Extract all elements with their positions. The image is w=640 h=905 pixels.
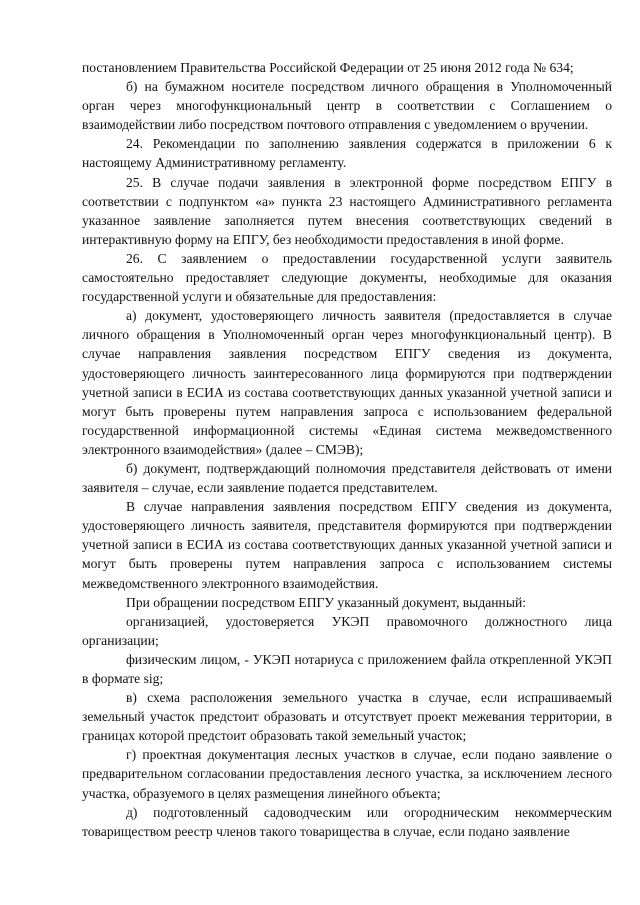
- paragraph: б) документ, подтверждающий полномочия представителя действовать от имени заявителя – случае, если заявление подается представителем.: [82, 460, 612, 496]
- paragraph: а) документ, удостоверяющего личность заявителя (предоставляется в случае личного обращения в Уполномоченный орган через многофункциональный центр). В случае направления заявления посредством ЕПГУ сведения из документа, удостоверяющего личность заинтересованного лица формируются при подтверждении учетной записи в ЕСИА из состава соответствующих данных указанной учетной записи и могут быть проверены путем направления запроса с использованием федеральной государственной информационной системы «Единая система межведомственного электронного взаимодействия» (далее – СМЭВ);: [82, 308, 612, 457]
- paragraph: постановлением Правительства Российской Федерации от 25 июня 2012 года № 634;: [82, 60, 574, 75]
- paragraph: 24. Рекомендации по заполнению заявления содержатся в приложении 6 к настоящему Административному регламенту.: [82, 136, 612, 171]
- paragraph: При обращении посредством ЕПГУ указанный документ, выданный:: [126, 594, 526, 610]
- paragraph: б) на бумажном носителе посредством личного обращения в Уполномоченный орган через многофункциональный центр в соответствии с Соглашением о взаимодействии либо посредством почтового отправления с уведомлением о вручении.: [82, 79, 612, 133]
- paragraph: 25. В случае подачи заявления в электронной форме посредством ЕПГУ в соответствии с подпунктом «а» пункта 23 настоящего Административного регламента указанное заявление заполняется путем внесения соответствующих сведений в интерактивную форму на ЕПГУ, без необходимости предоставления в иной форме.: [82, 174, 612, 247]
- document-page: [82, 58, 612, 841]
- paragraph: В случае направления заявления посредством ЕПГУ сведения из документа, удостоверяющего личность заявителя, представителя формируются при подтверждении учетной записи в ЕСИА из состава соответствующих данных указанной учетной записи и могут быть проверены путем направления запроса с использованием системы межведомственного электронного взаимодействия.: [82, 499, 612, 591]
- paragraph: в) схема расположения земельного участка в случае, если испрашиваемый земельный участок предстоит образовать и отсутствует проект межевания территории, в границах которой предстоит образовать такой земельный участок;: [82, 690, 612, 744]
- paragraph: г) проектная документация лесных участков в случае, если подано заявление о предварительном согласовании предоставления лесного участка, за исключением лесного участка, образуемого в целях размещения линейного объекта;: [82, 747, 612, 801]
- paragraph: 26. С заявлением о предоставлении государственной услуги заявитель самостоятельно предоставляет следующие документы, необходимые для оказания государственной услуги и обязательные для предоставления:: [82, 250, 612, 305]
- paragraph: д) подготовленный садоводческим или огородническим некоммерческим товариществом реестр членов такого товарищества в случае, если подано заявление: [82, 804, 612, 839]
- paragraph: физическим лицом, - УКЭП нотариуса с приложением файла открепленной УКЭП в формате sig;: [82, 651, 612, 686]
- paragraph: организацией, удостоверяется УКЭП правомочного должностного лица организации;: [82, 613, 612, 648]
